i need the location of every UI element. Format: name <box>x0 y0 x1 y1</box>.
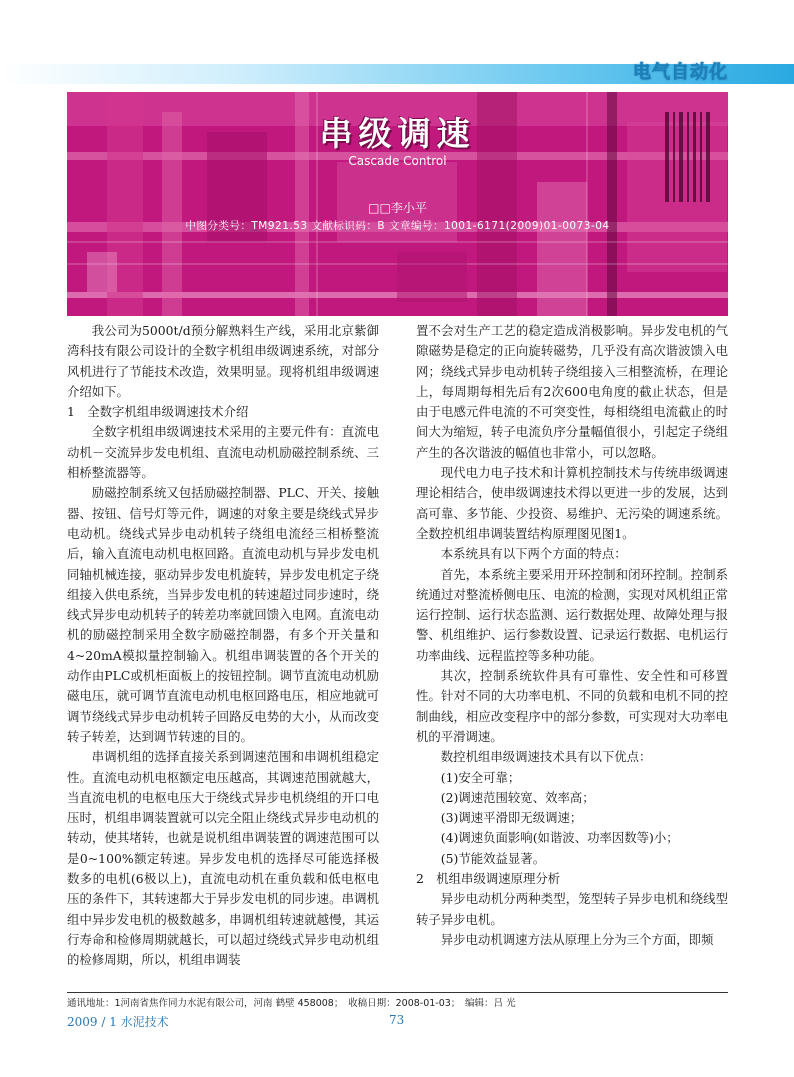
footnote: 通讯地址：1河南省焦作同力水泥有限公司，河南 鹤壁 458008； 收稿日期：2008-01-03； 编辑：吕 光 <box>67 998 516 1009</box>
article-title: 串级调速 <box>319 114 476 153</box>
journal-issue: 2009 / 1 水泥技术 <box>67 1015 169 1029</box>
body-paragraph: 全数字机组串级调速技术采用的主要元件有：直流电动机－交流异步发电机组、直流电动机励磁控制系统、三相桥整流器等。 <box>67 424 379 481</box>
right-text-column <box>416 321 728 950</box>
list-item: (3)调速平滑即无级调速； <box>440 810 583 826</box>
body-paragraph: 首先，本系统主要采用开环控制和闭环控制。控制系统通过对整流桥侧电压、电流的检测，实现对风机组正常运行控制、运行状态监测、运行数据处理、故障处理与报警、机组维护、运行参数设置、记录运行数据、电机运行功率曲线、远程监控等多种功能。 <box>416 566 728 663</box>
list-item: (5)节能效益显著。 <box>440 850 546 866</box>
list-item: (1)安全可靠； <box>440 769 521 785</box>
section-heading: 2 机组串级调速原理分析 <box>416 871 561 887</box>
article-subtitle: Cascade Control <box>348 154 447 168</box>
section-label: 电气自动化 <box>633 62 728 83</box>
body-paragraph: 现代电力电子技术和计算机控制技术与传统串级调速理论相结合，使串级调速技术得以更进一步的发展，达到高可靠、多节能、少投资、易维护、无污染的调速系统。全数控机组串调装置结构原理图见图1。 <box>416 465 728 541</box>
left-text-column <box>67 321 379 971</box>
body-paragraph: 串调机组的选择直接关系到调速范围和串调机组稳定性。直流电动机电枢额定电压越高，其调速范围就越大，当直流电机的电枢电压大于绕线式异步电机绕组的开口电压时，机组串调装置就可以完全阻止绕线式异步电动机的转动，使其堵转，也就是说机组串调装置的调速范围可以是0~100%额定转速。异步发电机的选择尽可能选择极数多的电机(6极以上)，直流电动机在重负载和低电枢电压的条件下，其转速都大于异步发电机的同步速。串调机组中异步发电机的极数越多，串调机组转速就越慢，其运行寿命和检修周期就越长，可以超过绕线式异步电动机组的检修周期，所以，机组串调装 <box>67 749 379 968</box>
footnote-divider <box>67 992 728 993</box>
article-author: □□李小平 <box>368 201 427 215</box>
intro-paragraph: 我公司为5000t/d预分解熟料生产线，采用北京紫御湾科技有限公司设计的全数字机组串级调速系统，对部分风机进行了节能技术改造，效果明显。现将机组串级调速介绍如下。 <box>67 323 379 399</box>
continued-paragraph: 置不会对生产工艺的稳定造成消极影响。异步发电机的气隙磁势是稳定的正向旋转磁势，几乎没有高次谐波馈入电网；绕线式异步电动机转子绕组接入三相整流桥，在理论上，每周期每相先后有2次600电角度的截止状态，但是由于电感元件电流的不可突变性，每相绕组电流截止的时间大为缩短，转子电流负序分量幅值很小，引起定子绕组产生的各次谐波的幅值也非常小，可以忽略。 <box>416 323 728 460</box>
body-paragraph: 异步电动机调速方法从原理上分为三个方面，即频 <box>440 931 714 947</box>
classification-meta: 中图分类号：TM921.53 文献标识码：B 文章编号：1001-6171(2009)01-0073-04 <box>185 220 610 232</box>
page-footer <box>67 1013 728 1030</box>
body-paragraph: 数控机组串级调速技术具有以下优点： <box>440 749 652 765</box>
body-paragraph: 异步电动机分两种类型，笼型转子异步电机和绕线型转子异步电机。 <box>416 891 728 927</box>
title-banner <box>67 92 728 316</box>
list-item: (4)调速负面影响(如谐波、功率因数等)小； <box>440 830 679 846</box>
page-number: 73 <box>389 1013 405 1027</box>
body-paragraph: 励磁控制系统又包括励磁控制器、PLC、开关、接触器、按钮、信号灯等元件，调速的对象主要是绕线式异步电动机。绕线式异步电动机转子绕组电流经三相桥整流后，输入直流电动机电枢回路。直流电动机与异步发电机同轴机械连接，驱动异步发电机旋转，异步发电机定子绕组接入供电系统，当异步发电机的转速超过同步速时，绕线式异步电动机转子的转差功率就回馈入电网。直流电动机的励磁控制采用全数字励磁控制器，有多个开关量和4~20mA模拟量控制输入。机组串调装置的各个开关的动作由PLC或机柜面板上的按钮控制。调节直流电动机励磁电压，就可调节直流电动机电枢回路电压，相应地就可调节绕线式异步电动机转子回路反电势的大小，从而改变转子转差，达到调节转速的目的。 <box>67 485 379 744</box>
body-paragraph: 其次，控制系统软件具有可靠性、安全性和可移置性。针对不同的大功率电机、不同的负载和电机不同的控制曲线，相应改变程序中的部分参数，可实现对大功率电机的平滑调速。 <box>416 668 728 744</box>
section-heading: 1 全数字机组串级调速技术介绍 <box>67 404 249 420</box>
list-item: (2)调速范围较宽、效率高； <box>440 789 595 805</box>
body-paragraph: 本系统具有以下两个方面的特点： <box>440 546 627 562</box>
